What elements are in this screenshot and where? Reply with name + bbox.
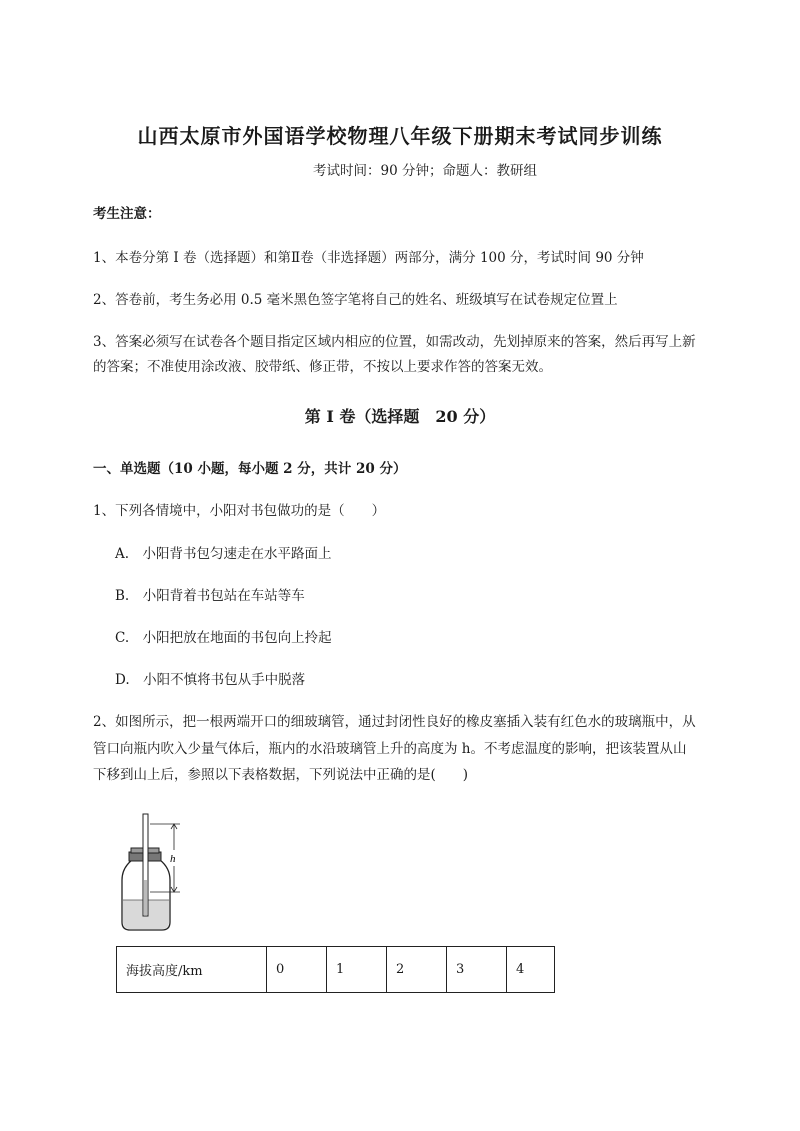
notice-heading: 考生注意： [93,206,161,222]
exam-info: 考试时间：90 分钟；命题人：教研组 [313,163,537,179]
table-cell: 1 [327,947,387,993]
question-1-stem: 1、下列各情境中，小阳对书包做功的是（ ） [93,503,386,519]
question-2-line-1: 2、如图所示，把一根两端开口的细玻璃管，通过封闭性良好的橡皮塞插入装有红色水的玻璃瓶中，从 [93,714,696,730]
altitude-table [116,946,555,993]
notice-item-1: 1、本卷分第 I 卷（选择题）和第Ⅱ卷（非选择题）两部分，满分 100 分，考试时间 90 分钟 [93,250,644,266]
question-1-option-b: B. 小阳背着书包站在车站等车 [115,588,305,604]
question-1-option-a: A. 小阳背书包匀速走在水平路面上 [115,546,332,562]
table-header-cell: 海拔高度/km [117,947,267,993]
table-cell: 0 [267,947,327,993]
question-2-line-2: 管口向瓶内吹入少量气体后，瓶内的水沿玻璃管上升的高度为 h。不考虑温度的影响，把该装置从山 [93,741,687,757]
table-cell: 3 [447,947,507,993]
table-cell: 2 [387,947,447,993]
notice-item-3-continued: 的答案；不准使用涂改液、胶带纸、修正带，不按以上要求作答的答案无效。 [93,359,552,375]
notice-item-3: 3、答案必须写在试卷各个题目指定区域内相应的位置，如需改动，先划掉原来的答案，然后再写上新 [93,334,696,350]
table-cell: 4 [507,947,555,993]
question-1-option-c: C. 小阳把放在地面的书包向上拎起 [115,630,332,646]
question-1-option-d: D. 小阳不慎将书包从手中脱落 [115,672,306,688]
group-heading: 一、单选题（10 小题，每小题 2 分，共计 20 分） [93,461,407,477]
height-label: h [170,853,176,865]
section-title: 第 I 卷（选择题 20 分） [304,407,496,426]
bottle-figure [110,812,190,937]
question-2-line-3: 下移到山上后，参照以下表格数据，下列说法中正确的是( ) [93,767,469,783]
table-row [117,947,555,993]
page-title: 山西太原市外国语学校物理八年级下册期末考试同步训练 [137,124,663,148]
notice-item-2: 2、答卷前，考生务必用 0.5 毫米黑色签字笔将自己的姓名、班级填写在试卷规定位置上 [93,292,618,308]
